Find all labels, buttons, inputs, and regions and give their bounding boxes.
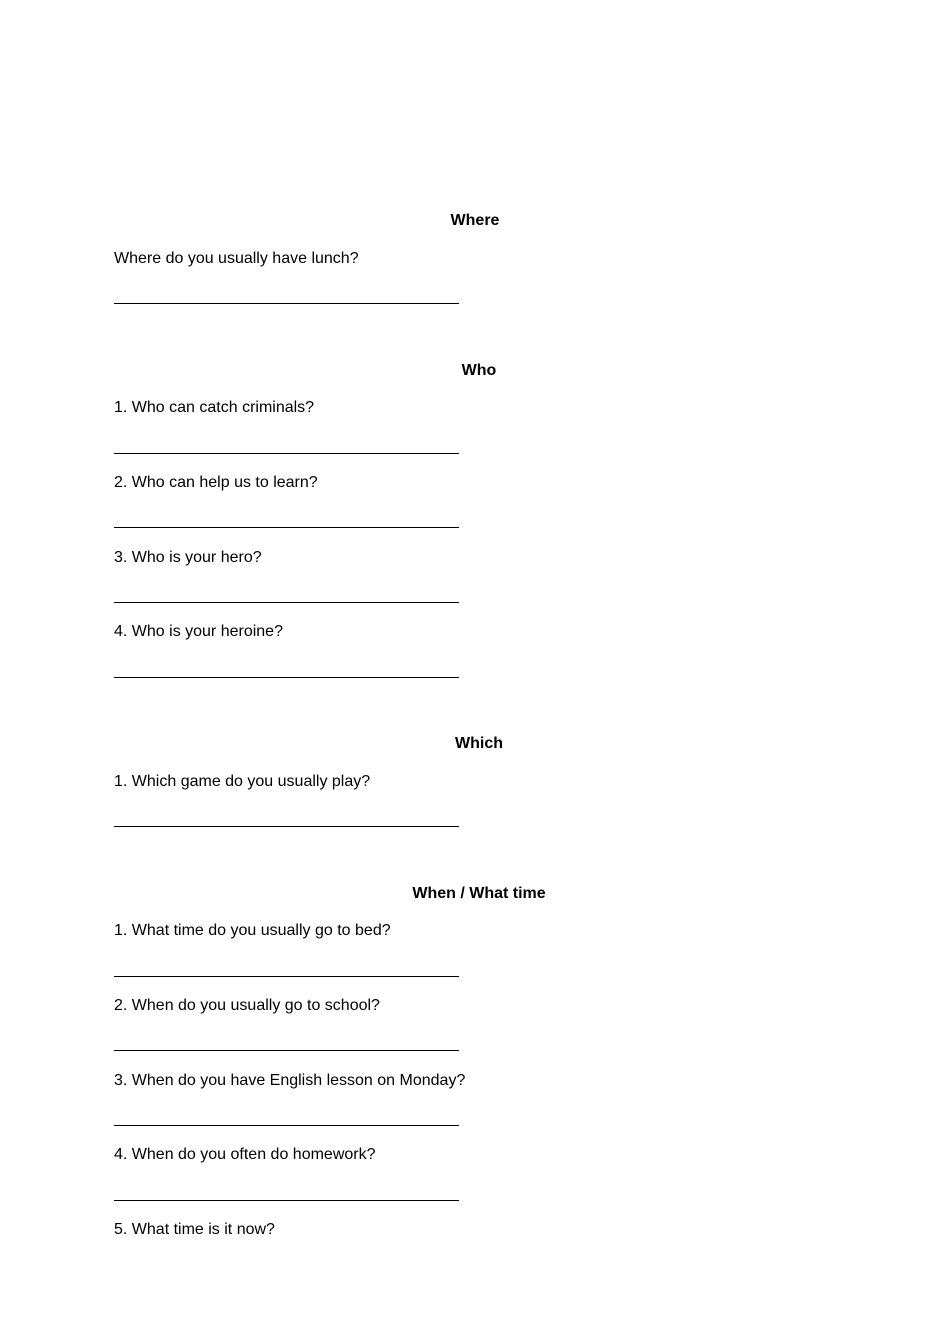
answer-line[interactable] [114, 1125, 459, 1126]
question-when-3: 3. When do you have English lesson on Monday? [114, 1072, 466, 1089]
answer-line[interactable] [114, 1050, 459, 1051]
question-who-4: 4. Who is your heroine? [114, 623, 283, 640]
question-which-1: 1. Which game do you usually play? [114, 773, 371, 790]
section-heading-where: Where [450, 212, 500, 229]
answer-line[interactable] [114, 826, 459, 827]
question-who-1: 1. Who can catch criminals? [114, 399, 315, 416]
answer-line[interactable] [114, 527, 459, 528]
question-when-4: 4. When do you often do homework? [114, 1146, 376, 1163]
answer-line[interactable] [114, 976, 459, 977]
question-when-2: 2. When do you usually go to school? [114, 997, 380, 1014]
question-where-1: Where do you usually have lunch? [114, 250, 359, 267]
answer-line[interactable] [114, 602, 459, 603]
answer-line[interactable] [114, 1200, 459, 1201]
question-who-2: 2. Who can help us to learn? [114, 474, 318, 491]
question-when-1: 1. What time do you usually go to bed? [114, 922, 391, 939]
answer-line[interactable] [114, 677, 459, 678]
section-heading-who: Who [461, 362, 497, 379]
section-heading-when: When / What time [412, 885, 546, 902]
question-when-5: 5. What time is it now? [114, 1221, 275, 1238]
answer-line[interactable] [114, 303, 459, 304]
question-who-3: 3. Who is your hero? [114, 549, 262, 566]
section-heading-which: Which [455, 735, 503, 752]
answer-line[interactable] [114, 453, 459, 454]
